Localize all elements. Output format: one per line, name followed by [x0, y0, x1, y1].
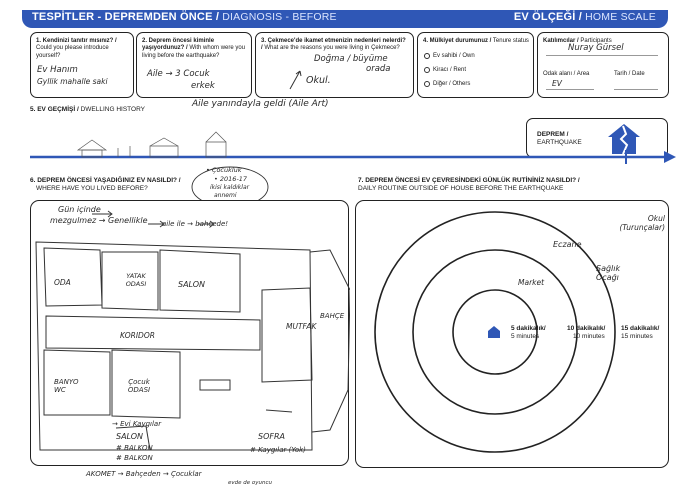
question-1-box[interactable] [30, 32, 134, 98]
participants-label: Katılımcılar / Participants [543, 38, 612, 44]
radio-icon[interactable] [424, 81, 430, 87]
room-label-corridor: KORIDOR [120, 331, 155, 340]
bottom-note-4: # BALKON [116, 454, 153, 462]
question-2-box[interactable] [136, 32, 252, 98]
participants-box[interactable] [537, 32, 669, 98]
question-3-answer-1: Doğma / büyüme [314, 54, 388, 64]
year-note-1: • Çocukluk [206, 166, 242, 174]
question-1-answer-2: Gyllik mahalle saki [37, 77, 108, 86]
date-field[interactable] [614, 89, 658, 90]
dwelling-history-note: Aile yanındayla geldi (Aile Art) [192, 99, 329, 109]
question-4-box[interactable] [417, 32, 534, 98]
arrow-icon [286, 63, 316, 93]
header-banner [22, 10, 668, 28]
bottom-note-3: # BALKON [116, 444, 153, 452]
place-health-center: Sağlık Ocağı [596, 264, 621, 282]
bottom-note-1: → Evi Kaygılar [112, 420, 162, 428]
year-note-2: • 2016-17 [214, 175, 248, 183]
room-label-oda: ODA [54, 278, 71, 287]
question-1-label: 1. Kendinizi tanıtır mısınız? / Could you please introduce yourself? [36, 38, 117, 59]
page-title: TESPİTLER - DEPREMDEN ÖNCE / DIAGNOSIS - BEFORE [32, 11, 337, 23]
question-2-answer-2: erkek [191, 81, 215, 91]
question-2-label: 2. Deprem öncesi kiminle yaşıyordunuz? / With whom were you living before the earthquake? [142, 38, 246, 59]
earthquake-label: DEPREM / EARTHQUAKE [537, 131, 582, 146]
place-market: Market [518, 278, 545, 287]
place-school: Okul (Turunçalar) [619, 214, 665, 232]
top-note-2: mezgulmez → Genellikle [50, 216, 148, 225]
tenure-option-own[interactable]: Ev sahibi / Own [424, 53, 475, 59]
year-note-4: annemi [214, 192, 237, 199]
question-3-label: 3. Çekmece'de ikamet etmenizin nedenleri nelerdi? / What are the reasons you were living in Çekmece? [261, 38, 406, 52]
area-label: Odak alanı / Area [543, 71, 590, 77]
radio-icon[interactable] [424, 67, 430, 73]
radio-checked-icon[interactable] [424, 53, 430, 59]
tenure-option-rent[interactable]: Kiracı / Rent [424, 67, 466, 73]
room-label-bedroom: YATAK ODASI [125, 272, 147, 288]
question-3-answer-2: orada [366, 64, 391, 74]
timeline [0, 110, 695, 170]
year-note-3: ikisi kaldıklar [210, 184, 250, 191]
room-label-kitchen: MUTFAK [286, 322, 317, 331]
bottom-note-6: # Kaygılar (Yok) [250, 446, 306, 454]
room-label-salon: SALON [178, 280, 206, 289]
section-7-heading: 7. DEPREM ÖNCESİ EV ÇEVRESİNDEKİ GÜNLÜK RUTİNİNİZ NASILDI? / DAILY ROUTINE OUTSIDE OF HOUSE BEFORE THE EARTHQUAKE [358, 177, 580, 192]
participants-field[interactable] [546, 55, 658, 56]
place-pharmacy: Eczane [553, 240, 582, 249]
room-label-kids-room: Çocuk ODASI [127, 378, 151, 394]
room-label-garden: BAHÇE [320, 312, 345, 320]
bottom-note-2: SALON [116, 432, 144, 441]
scale-title: EV ÖLÇEĞİ / HOME SCALE [513, 11, 656, 23]
top-note-3: aile ile → bahçede! [162, 220, 229, 228]
participant-name: Nuray Gürsel [568, 43, 624, 53]
ring-label-5: 5 dakikalık/ 5 minutes [511, 325, 546, 340]
question-3-answer-3: Okul. [306, 75, 331, 86]
section-6-heading: 6. DEPREM ÖNCESİ YAŞADIĞINIZ EV NASILDI? / WHERE HAVE YOU LIVED BEFORE? [30, 177, 181, 192]
question-2-answer-1: Aile → 3 Cocuk [147, 69, 210, 79]
question-1-answer-1: Ev Hanım [37, 65, 78, 75]
ring-label-10: 10 dakikalık/ 10 minutes [567, 325, 606, 340]
question-3-box[interactable] [255, 32, 414, 98]
area-field[interactable] [546, 89, 594, 90]
area-value: EV [552, 79, 562, 88]
bottom-note-8: evde de oyuncu [228, 480, 272, 486]
question-4-label: 4. Mülkiyet durumunuz / Tenure status [423, 38, 529, 44]
section-5-heading: 5. EV GEÇMİŞİ / DWELLING HISTORY [30, 106, 145, 113]
ring-label-15: 15 dakikalık/ 15 minutes [621, 325, 660, 340]
bottom-note-7: AKOMET → Bahçeden → Çocuklar [86, 470, 202, 478]
tenure-option-other[interactable]: Diğer / Others [424, 81, 470, 87]
room-label-bathroom: BANYO WC [54, 378, 79, 394]
bottom-note-5: SOFRA [258, 432, 286, 441]
top-note-1: Gün içinde [58, 205, 101, 214]
date-label: Tarih / Date [614, 71, 645, 77]
